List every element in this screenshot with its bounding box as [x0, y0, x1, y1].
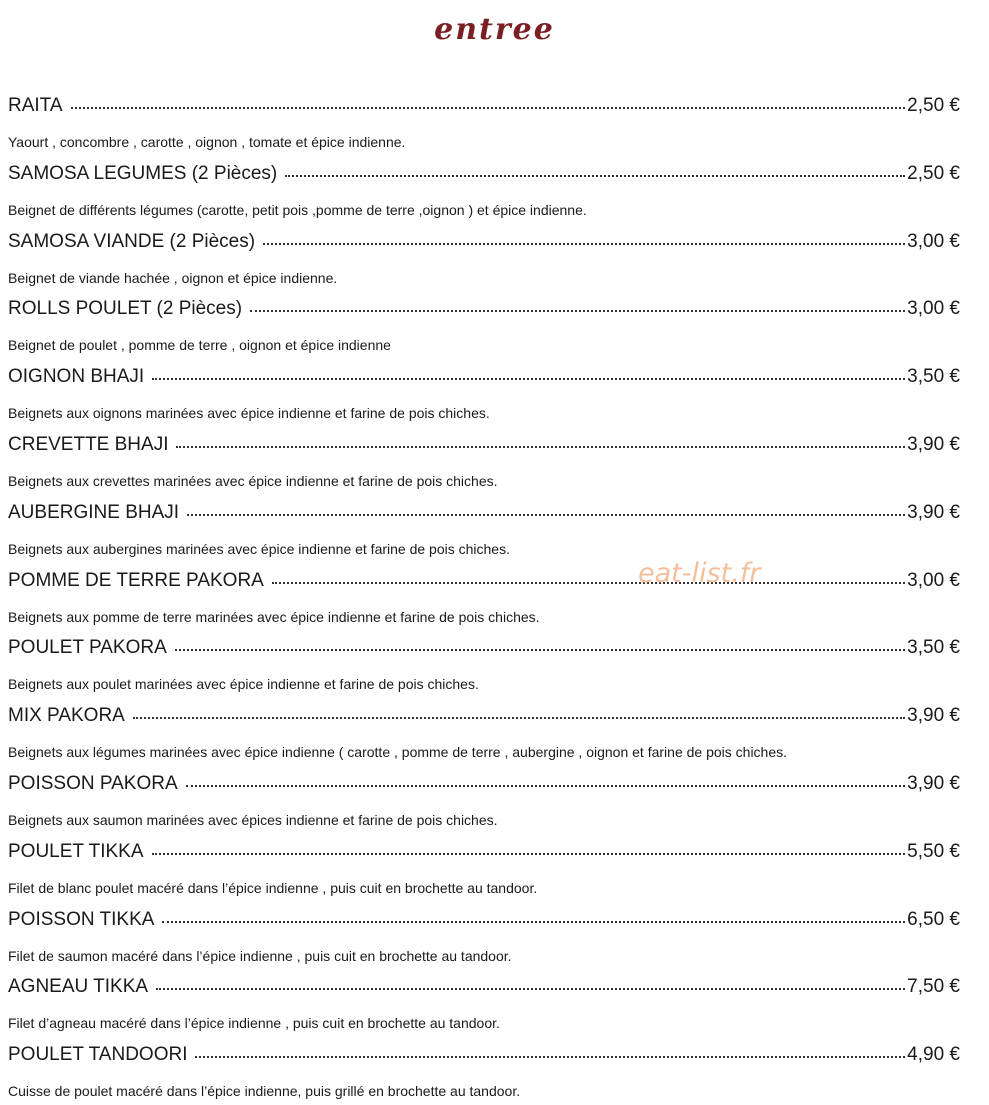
item-name: ROLLS POULET (2 Pièces) — [8, 298, 243, 320]
item-price: 3,50 € — [907, 366, 960, 388]
dot-leader — [187, 514, 905, 516]
dot-leader — [195, 1056, 905, 1058]
item-description: Beignets aux pomme de terre marinées avec épice indienne et farine de pois chiches. — [8, 608, 540, 625]
dot-leader — [272, 582, 905, 584]
item-description: Beignets aux poulet marinées avec épice indienne et farine de pois chiches. — [8, 676, 479, 693]
item-price: 3,00 € — [907, 230, 960, 252]
item-description: Filet de saumon macéré dans l’épice indienne , puis cuit en brochette au tandoor. — [8, 947, 512, 964]
item-price: 4,90 € — [907, 1044, 960, 1066]
item-name: AGNEAU TIKKA — [8, 976, 149, 998]
item-price: 3,90 € — [907, 433, 960, 455]
item-name: POULET TANDOORI — [8, 1044, 188, 1066]
watermark: eat-list.fr — [638, 558, 761, 589]
dot-leader — [152, 853, 906, 855]
dot-leader — [133, 717, 905, 719]
dot-leader — [176, 446, 905, 448]
item-name: POULET PAKORA — [8, 637, 167, 659]
item-description: Beignets aux saumon marinées avec épices indienne et farine de pois chiches. — [8, 811, 498, 828]
item-price: 3,00 € — [907, 569, 960, 591]
item-price: 2,50 € — [907, 95, 960, 116]
item-price: 6,50 € — [907, 908, 960, 930]
item-price: 3,90 € — [907, 772, 960, 794]
dot-leader — [186, 785, 906, 787]
item-price: 5,50 € — [907, 840, 960, 862]
item-price: 3,00 € — [907, 298, 960, 320]
menu-item — [8, 969, 960, 1037]
dot-leader — [71, 107, 906, 109]
dot-leader — [263, 243, 905, 245]
item-description: Beignets aux aubergines marinées avec épice indienne et farine de pois chiches. — [8, 540, 510, 557]
item-price: 3,90 € — [907, 501, 960, 523]
menu-item — [8, 1037, 960, 1105]
dot-leader — [162, 921, 905, 923]
dot-leader — [285, 175, 905, 177]
dot-leader — [156, 988, 905, 990]
item-name: CREVETTE BHAJI — [8, 433, 169, 455]
item-name: POULET TIKKA — [8, 840, 144, 862]
menu-title: entree — [434, 12, 555, 47]
item-name: SAMOSA LEGUMES (2 Pièces) — [8, 162, 278, 184]
item-description: Filet d’agneau macéré dans l’épice indienne , puis cuit en brochette au tandoor. — [8, 1015, 500, 1032]
item-description: Beignets aux crevettes marinées avec épice indienne et farine de pois chiches. — [8, 472, 498, 489]
item-name: AUBERGINE BHAJI — [8, 501, 180, 523]
item-name: RAITA — [8, 95, 63, 116]
item-description: Beignet de poulet , pomme de terre , oignon et épice indienne — [8, 337, 391, 354]
item-name: OIGNON BHAJI — [8, 366, 145, 388]
item-description: Beignet de différents légumes (carotte, petit pois ,pomme de terre ,oignon ) et épice indienne. — [8, 201, 587, 218]
item-description: Cuisse de poulet macéré dans l’épice indienne, puis grillé en brochette au tandoor. — [8, 1083, 521, 1100]
item-name: POISSON PAKORA — [8, 772, 178, 794]
menu-item — [8, 766, 960, 834]
menu-item — [8, 88, 960, 156]
dot-leader — [175, 649, 905, 651]
dot-leader — [152, 378, 905, 380]
menu-item — [8, 630, 960, 698]
item-price: 3,90 € — [907, 705, 960, 727]
menu-item — [8, 902, 960, 970]
dot-leader — [250, 310, 905, 312]
menu-item — [8, 291, 960, 359]
item-name: POISSON TIKKA — [8, 908, 155, 930]
menu-item — [8, 156, 960, 224]
menu-item — [8, 495, 960, 563]
item-description: Beignets aux oignons marinées avec épice indienne et farine de pois chiches. — [8, 405, 490, 422]
item-price: 2,50 € — [907, 162, 960, 184]
menu-item — [8, 224, 960, 292]
menu-item-list — [8, 88, 960, 1105]
menu-item — [8, 427, 960, 495]
item-description: Beignets aux légumes marinées avec épice indienne ( carotte , pomme de terre , aubergine , oignon et farine de pois chiches. — [8, 744, 788, 761]
item-price: 7,50 € — [907, 976, 960, 998]
item-name: SAMOSA VIANDE (2 Pièces) — [8, 230, 256, 252]
item-description: Yaourt , concombre , carotte , oignon , tomate et épice indienne. — [8, 134, 406, 150]
item-description: Filet de blanc poulet macéré dans l’épice indienne , puis cuit en brochette au tandoor. — [8, 879, 538, 896]
menu-item — [8, 563, 960, 631]
menu-item — [8, 834, 960, 902]
item-name: POMME DE TERRE PAKORA — [8, 569, 264, 591]
item-description: Beignet de viande hachée , oignon et épice indienne. — [8, 269, 338, 286]
menu-item — [8, 698, 960, 766]
item-name: MIX PAKORA — [8, 705, 125, 727]
item-price: 3,50 € — [907, 637, 960, 659]
menu-item — [8, 359, 960, 427]
